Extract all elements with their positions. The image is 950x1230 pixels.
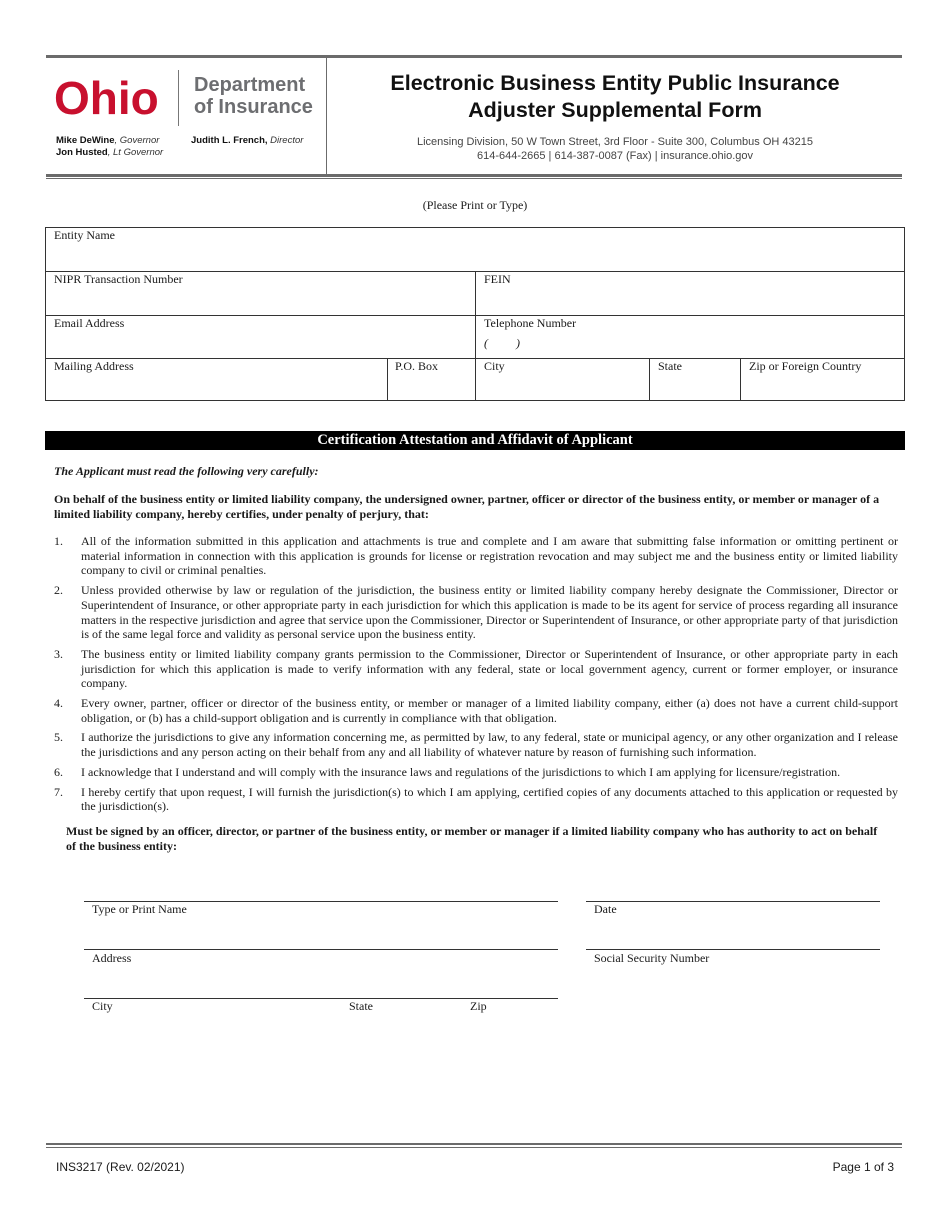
city-state-zip-line[interactable] xyxy=(84,998,558,999)
form-title-line2: Adjuster Supplemental Form xyxy=(468,98,762,122)
certification-list xyxy=(54,534,898,819)
certification-item: 4. Every owner, partner, officer or director of the business entity, or member or manager of a limited liability company, either (a) does not have a current child-support obligation, or (b) has a child-support obligation and is currently in compliance with that obligation. xyxy=(54,696,898,725)
nipr-number-label: NIPR Transaction Number xyxy=(54,272,183,286)
contact-phones: 614-644-2665 | 614-387-0087 (Fax) | insurance.ohio.gov xyxy=(476,150,753,162)
fein-field[interactable] xyxy=(484,272,894,315)
certification-intro: On behalf of the business entity or limited liability company, the undersigned owner, partner, officer or director of the business entity, or member or manager of a limited liability company, hereby certifies, under penalty of perjury, that: xyxy=(54,492,880,521)
ohio-logo-icon xyxy=(54,72,169,124)
director-title: Director xyxy=(267,135,304,146)
print-or-type-instruction: (Please Print or Type) xyxy=(422,198,528,212)
ssn-label: Social Security Number xyxy=(594,951,710,965)
po-box-field[interactable] xyxy=(395,359,473,401)
certification-item: 2. Unless provided otherwise by law or regulation of the jurisdiction, the business entity or limited liability company hereby designate the Commissioner, Director or Superintendent of Insurance, or other appropriate party in each jurisdiction for which this application is made to be its agent for service of process regarding all insurance matters in the respective jurisdiction and agree that service upon the Commissioner, Director or Superintendent of Insurance, or other appropriate party of that jurisdiction is of the same legal force and validity as personal service upon the business entity. xyxy=(54,583,898,642)
date-label: Date xyxy=(594,902,617,916)
certification-item: 6. I acknowledge that I understand and will comply with the insurance laws and regulations of the jurisdictions to which I am applying for licensure/registration. xyxy=(54,764,841,779)
date-line[interactable] xyxy=(586,901,880,902)
department-line2: of Insurance xyxy=(194,96,313,118)
director-block xyxy=(191,135,303,147)
entity-info-grid xyxy=(45,227,905,401)
certification-item: 7. I hereby certify that upon request, I will furnish the jurisdiction(s) to which I am applying, certified copies of any documents attached to this application or requested by the jurisdiction(s). xyxy=(54,784,898,814)
header-divider xyxy=(326,58,327,175)
lt-governor-title: , Lt Governor xyxy=(107,147,164,158)
email-address-field[interactable] xyxy=(54,316,469,358)
ohio-logo-word: Ohio xyxy=(54,72,159,124)
lt-governor-name: Jon Husted xyxy=(56,147,108,158)
entity-name-field[interactable] xyxy=(54,228,894,271)
certification-item: 1. All of the information submitted in this application and attachments is true and complete and I am aware that submitting false information or omitting pertinent or material information in connection with this application is grounds for license or registration revocation and may subject me and the business entity or limited liability company to civil or criminal penalties. xyxy=(54,534,898,578)
ohio-doi-logo xyxy=(54,70,314,130)
contact-address: Licensing Division, 50 W Town Street, 3rd Floor - Suite 300, Columbus OH 43215 xyxy=(417,136,813,148)
governor-block xyxy=(56,135,163,159)
form-number: INS3217 (Rev. 02/2021) xyxy=(56,1160,185,1174)
governor-name: Mike DeWine xyxy=(56,135,115,146)
contact-info xyxy=(340,135,890,163)
telephone-number-field[interactable] xyxy=(484,316,894,358)
grid-col-line xyxy=(740,358,741,401)
form-title xyxy=(340,70,890,124)
grid-col-line xyxy=(649,358,650,401)
governor-title: , Governor xyxy=(114,135,160,146)
signer-city-label: City xyxy=(92,999,113,1013)
signature-requirement: Must be signed by an officer, director, or partner of the business entity, or member or manager if a limited liability company who has authority to act on behalf of the business entity: xyxy=(66,824,878,853)
grid-col-line xyxy=(475,271,476,401)
ssn-line[interactable] xyxy=(586,949,880,950)
mailing-address-label: Mailing Address xyxy=(54,359,134,373)
city-field[interactable] xyxy=(484,359,644,401)
department-line1: Department xyxy=(194,74,306,96)
director-name: Judith L. French, xyxy=(191,135,268,146)
certification-heading: Certification Attestation and Affidavit of Applicant xyxy=(45,431,905,450)
header-bottom-rule-thin xyxy=(46,178,902,179)
state-label: State xyxy=(658,359,682,373)
footer-rule-thin xyxy=(46,1147,902,1148)
mailing-address-field[interactable] xyxy=(54,359,384,401)
form-title-line1: Electronic Business Entity Public Insurance xyxy=(390,71,840,95)
email-address-label: Email Address xyxy=(54,316,125,330)
zip-country-field[interactable] xyxy=(749,359,899,401)
certification-item: 3. The business entity or limited liability company grants permission to the Commissioner, Director or Superintendent of Insurance, or other appropriate party in each jurisdiction for which this application is made to verify information with any federal, state or local government agency, current or former employer, or insurance company. xyxy=(54,646,898,691)
city-label: City xyxy=(484,359,505,373)
must-read-notice: The Applicant must read the following very carefully: xyxy=(54,464,319,478)
entity-name-label: Entity Name xyxy=(54,228,115,242)
state-field[interactable] xyxy=(658,359,736,401)
grid-col-line xyxy=(387,358,388,401)
page-number: Page 1 of 3 xyxy=(832,1160,894,1174)
logo-divider xyxy=(178,70,179,126)
telephone-number-label: Telephone Number xyxy=(484,316,577,330)
address-line[interactable] xyxy=(84,949,558,950)
zip-country-label: Zip or Foreign Country xyxy=(749,359,862,373)
address-label: Address xyxy=(92,951,132,965)
department-name xyxy=(194,74,313,118)
area-code-parens: ( ) xyxy=(484,336,520,350)
certification-item: 5. I authorize the jurisdictions to give any information concerning me, as permitted by law, to any federal, state or municipal agency, or any other organization and I release the jurisdictions and any person acting on their behalf from any and all liability of whatever nature by reason of furnishing such information. xyxy=(54,730,898,760)
signer-state-label: State xyxy=(349,999,373,1013)
header-bottom-rule xyxy=(46,174,902,177)
nipr-number-field[interactable] xyxy=(54,272,469,315)
footer-rule xyxy=(46,1143,902,1145)
signer-zip-label: Zip xyxy=(470,999,487,1013)
header-top-rule xyxy=(46,55,902,58)
po-box-label: P.O. Box xyxy=(395,359,439,373)
print-name-label: Type or Print Name xyxy=(92,902,187,916)
fein-label: FEIN xyxy=(484,272,511,286)
